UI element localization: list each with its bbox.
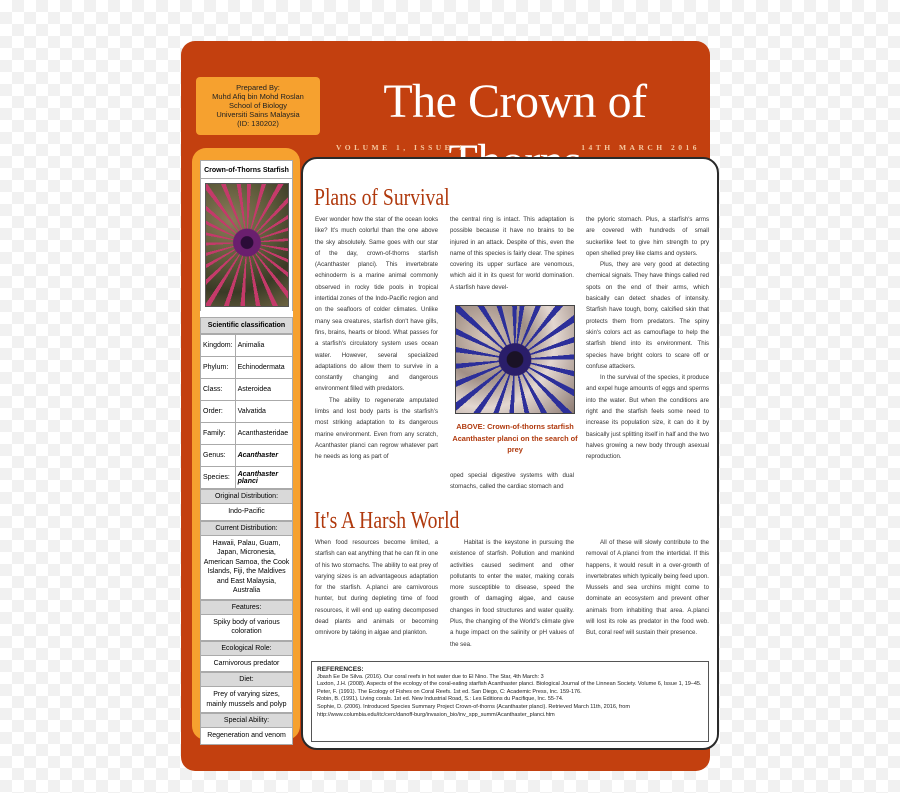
prepared-label: Prepared By:: [236, 83, 280, 92]
reference-item: Sophie, D. (2006). Introduced Species Summary Project Crown-of-thorns (Acanthaster planci). Retrieved March 11th, 2016, from http://www.columbia.edu/itc/cerc/danoff-burg/invasion_bio/inv_spp_summ/Acanthaster_planci.htm: [317, 703, 630, 718]
article-heading-harsh-world: It's A Harsh World: [314, 508, 460, 534]
infobox-section-heading: Original Distribution:: [200, 489, 293, 504]
reference-item: Peter, F. (1991). The Ecology of Fishes on Coral Reefs. 1st ed. San Diego, C: Academic Press, Inc. 159-176.: [317, 688, 582, 695]
classification-row: [201, 423, 293, 445]
classification-row: [201, 401, 293, 423]
article1-column-2-top: [450, 214, 574, 293]
classification-value: Asteroidea: [235, 379, 292, 401]
starfish-photo: [205, 183, 289, 307]
classification-value: Echinodermata: [235, 357, 292, 379]
infobox-section-heading: Special Ability:: [200, 713, 293, 728]
article1-col2-para-bottom: oped special digestive systems with dual stomachs, called the cardiac stomach and: [450, 472, 574, 491]
article1-column-2-bottom: [450, 470, 574, 493]
article1-col3-para3: In the survival of the species, it produce and expel huge amounts of eggs and sperms into the water. But when the conditions are right and the starfish feels some need to increase its population size, it can do it by basically just splitting itself in half and the two halves growing a new body through asexual reproduction.: [586, 374, 709, 461]
infobox-section-heading: Ecological Role:: [200, 641, 293, 656]
classification-row: [201, 335, 293, 357]
classification-key: Phylum:: [201, 357, 236, 379]
article2-column-2: [450, 537, 574, 650]
article2-col2-para: Habitat is the keystone in pursuing the existence of starfish. Pollution and mankind activities caused sediment and other pollutants to enter the water, making corals more susceptible to disease, speed the growth of damaging algae, and cause changes in food structures and water quality. Plus, the changing of the World's climate give a huge impact on the salinity or pH values of the sea.: [450, 539, 574, 648]
university-name: Universiti Sains Malaysia: [216, 110, 300, 119]
newsletter-title: The Crown of: [383, 75, 647, 128]
infobox-image-frame: [200, 179, 293, 311]
classification-key: Species:: [201, 467, 236, 489]
volume-issue: VOLUME 1, ISSUE 1: [336, 143, 466, 152]
classification-value: Acanthaster planci: [235, 467, 292, 489]
student-id: (ID: 130202): [237, 119, 279, 128]
article1-col3-para2: Plus, they are very good at detecting chemical signals. They have things called red spots on the end of their arms, which basically can detect shades of intensity. Starfish have tough, bony, calcified skin that protects them from predators. The spiny skin's colors act as camouflage to help the starfish blend into its environment. This species have bright colors to scare off or confuse attackers.: [586, 261, 709, 370]
reference-item: Laxton, J.H. (2008). Aspects of the ecology of the coral-eating starfish Acanthaster planci. Biological Journal of the Linnean Society. Volume 6, Issue 1, 19–45.: [317, 681, 702, 688]
article2-col1-para: When food resources become limited, a starfish can eat anything that he can fit in one of his two stomachs. The ability to eat prey of varying sizes is an advantageous adaptation for the starfish. A.planci are carnivorous hunter, but during depleting time of food resources, it will end up eating decomposed dead plants and animals or becoming omnivore by taking in algae and plankton.: [315, 539, 438, 637]
classification-table: [200, 334, 293, 489]
classification-key: Genus:: [201, 445, 236, 467]
classification-row: [201, 379, 293, 401]
classification-row: [201, 467, 293, 489]
school-name: School of Biology: [229, 101, 287, 110]
photo-caption: ABOVE: Crown-of-thorns starfish Acanthaster planci on the search of prey: [452, 422, 578, 454]
issue-date: 14TH MARCH 2016: [581, 143, 700, 152]
classification-row: [201, 357, 293, 379]
infobox-section-heading: Diet:: [200, 672, 293, 687]
article2-column-1: [315, 537, 438, 639]
article1-col3-para1: the pyloric stomach. Plus, a starfish's arms are covered with hundreds of small suckerlike feet to give him strength to pry open shelled prey like clams and oysters.: [586, 216, 709, 257]
classification-key: Order:: [201, 401, 236, 423]
infobox-sections: [200, 489, 293, 745]
infobox-section-body: Carnivorous predator: [200, 656, 293, 673]
classification-heading: Scientific classification: [200, 317, 293, 334]
article1-col1-para2: The ability to regenerate amputated limbs and lost body parts is the starfish's most striking adaptation to its dangerous marine environment. Even from any scratch, Acanthaster planci can regrow whatever part he needs as long as part of: [315, 396, 438, 461]
references-list: [317, 674, 703, 720]
infobox-section-heading: Current Distribution:: [200, 521, 293, 536]
infobox-section-body: Hawaii, Palau, Guam, Japan, Micronesia, American Samoa, the Cook Islands, Fiji, the Maldives and East Malaysia, Australia: [200, 536, 293, 600]
reference-item: Robin, B. (1991). Living corals. 1st ed. New Industrial Road, S.: Les Editions du Pacifique, Inc. 55-74.: [317, 696, 564, 703]
references-heading: REFERENCES:: [317, 666, 364, 673]
classification-value: Valvatida: [235, 401, 292, 423]
article1-col2-para-top: the central ring is intact. This adaptation is possible because it have no brains to be injured in an attack. Despite of this, even the name of this species is fairly clear. The spines covering its upper surface are venomous, which aid it in its quest for world domination. A starfish have devel-: [450, 216, 574, 291]
article2-col3-para: All of these will slowly contribute to the removal of A.planci from the intertidal. If this happens, it would result in a over-growth of invertebrates which typically being feed upon. Mussels and sea urchins might come to dominate an ecosystem and prevent other animals from inhabiting that area. A.planci will lost its role as predator in the food web. But, coral reef will sustain their presence.: [586, 539, 709, 637]
classification-value: Acanthaster: [235, 445, 292, 467]
species-infobox: [200, 160, 293, 745]
infobox-title: Crown-of-Thorns Starfish: [200, 160, 293, 179]
infobox-section-body: Spiky body of various coloration: [200, 615, 293, 641]
article1-col1-para1: Ever wonder how the star of the ocean looks like? It's much colorful than the one above the sky absolutely. Same goes with our star of the day, crown-of-thorns starfish (Acanthaster planci). This invertebrate echinoderm is a marine animal commonly observed in rocky tide pools in tropical intertidal zones of the Indo-Pacific region and on the seafloors of colder climates. Unlike many sea creatures, starfish don't have gills, fins, brains, hearts or blood. What passes for a starfish's circulatory system uses ocean water. However, several specialized adaptations do allow them to survive in a constantly changing and dangerous environment filled with predators.: [315, 216, 438, 393]
article2-column-3: [586, 537, 709, 639]
infobox-section-body: Regeneration and venom: [200, 728, 293, 745]
references-box: [311, 661, 709, 742]
reference-item: Jbash Ee De Silva. (2016). Our coral reefs in hot water due to El Nino. The Star, 4th March: 3: [317, 673, 544, 680]
article1-column-3: [586, 214, 709, 463]
infobox-section-body: Indo-Pacific: [200, 504, 293, 521]
issue-bar: [336, 143, 700, 152]
classification-value: Acanthasteridae: [235, 423, 292, 445]
classification-key: Family:: [201, 423, 236, 445]
article-heading-plans-of-survival: Plans of Survival: [314, 185, 450, 211]
prepared-by-box: [196, 77, 320, 135]
classification-value: Animalia: [235, 335, 292, 357]
author-name: Muhd Afiq bin Mohd Roslan: [212, 92, 304, 101]
infobox-section-body: Prey of varying sizes, mainly mussels and polyp: [200, 687, 293, 713]
infobox-section-heading: Features:: [200, 600, 293, 615]
starfish-prey-photo: [455, 305, 575, 414]
classification-key: Class:: [201, 379, 236, 401]
classification-key: Kingdom:: [201, 335, 236, 357]
classification-row: [201, 445, 293, 467]
article1-column-1: [315, 214, 438, 463]
